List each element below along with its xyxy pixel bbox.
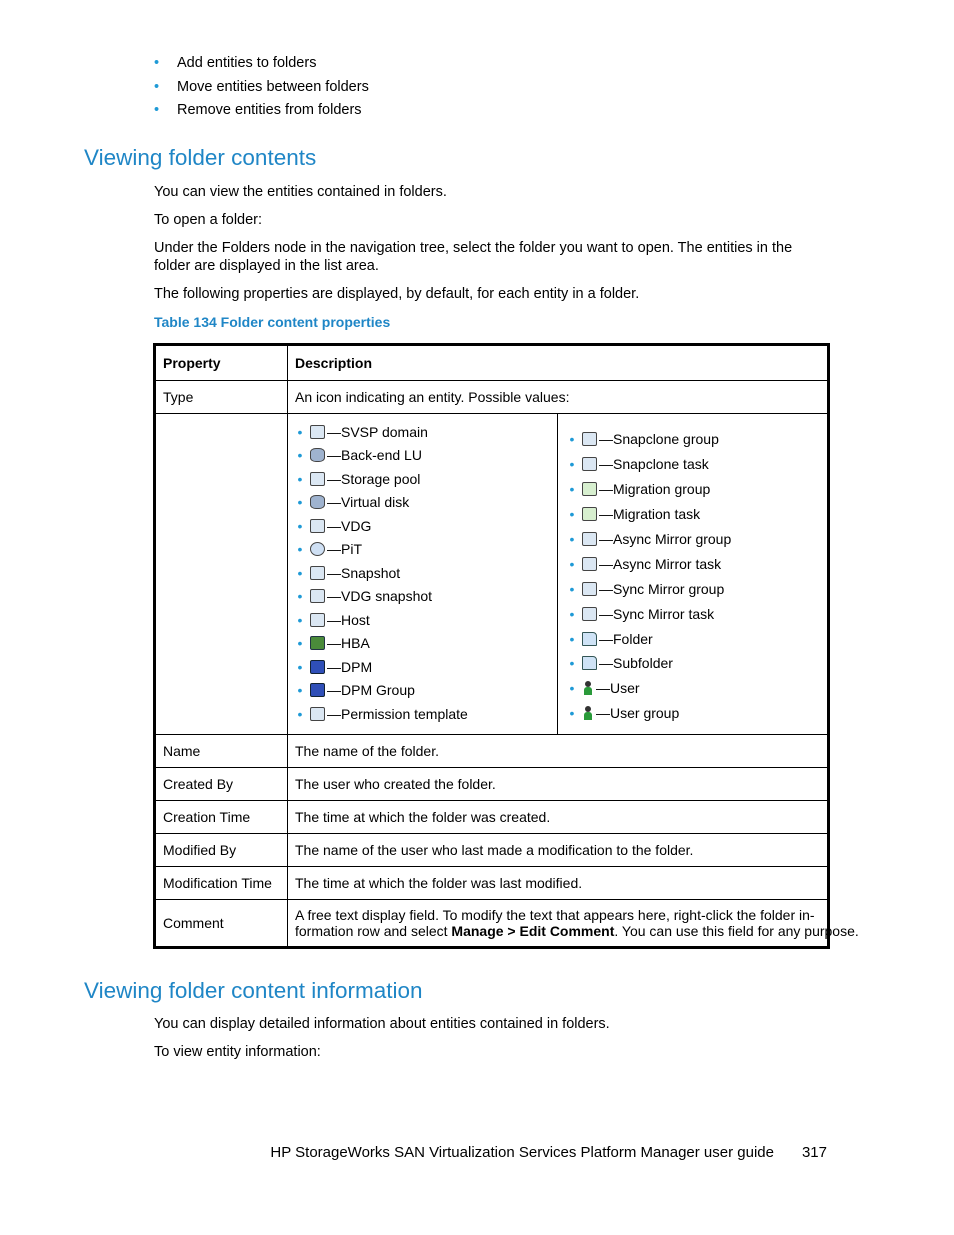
description-cell: The user who created the folder. <box>288 768 829 801</box>
bullet-icon: • <box>154 102 160 118</box>
list-item: • —Snapclone group <box>569 431 719 448</box>
async-mirror-task-icon <box>582 557 597 571</box>
property-cell: Type <box>155 381 288 414</box>
list-item: • —Migration group <box>569 481 711 498</box>
pit-icon <box>310 542 325 556</box>
list-item: • —Sync Mirror task <box>569 605 715 622</box>
subfolder-icon <box>582 656 597 670</box>
paragraph: Under the Folders node in the navigation tree, select the folder you want to open. The entities in the <box>154 240 793 256</box>
table-row-icons <box>155 414 829 735</box>
description-cell: The name of the folder. <box>288 735 829 768</box>
migration-group-icon <box>582 482 597 496</box>
storage-pool-icon <box>310 472 325 486</box>
description-cell: A free text display field. To modify the text that appears here, right-click the folder in- formation row and select Manage > Edit Comment. You can use this field for any purpose. <box>288 900 829 948</box>
property-cell: Comment <box>155 900 288 948</box>
list-item: • —Storage pool <box>297 470 421 487</box>
list-item: • —VDG snapshot <box>297 588 433 605</box>
list-item: • —Async Mirror group <box>569 531 732 547</box>
icon-list-left <box>288 414 558 734</box>
list-item: • —Virtual disk <box>297 494 410 511</box>
async-mirror-group-icon <box>582 532 597 546</box>
paragraph: You can display detailed information about entities contained in folders. <box>154 1016 610 1032</box>
property-cell: Name <box>155 735 288 768</box>
icon-values-cell <box>288 414 829 735</box>
list-item: • —Folder <box>569 630 653 647</box>
description-cell: The time at which the folder was last modified. <box>288 867 829 900</box>
user-icon <box>582 681 594 695</box>
menu-path-text: Manage > Edit Comment <box>451 923 615 939</box>
icon-list-right <box>558 414 827 734</box>
section-heading-viewing-folder-contents: Viewing folder contents <box>84 145 317 170</box>
table-row <box>155 900 829 948</box>
table-caption: Table 134 Folder content properties <box>154 314 391 330</box>
paragraph: To open a folder: <box>154 212 263 228</box>
list-item: • Add entities to folders <box>154 52 369 76</box>
hba-icon <box>310 636 325 650</box>
page-footer <box>270 1144 827 1161</box>
backend-lu-icon <box>310 448 325 462</box>
table-row <box>155 735 829 768</box>
list-item: • —User <box>569 680 640 697</box>
virtual-disk-icon <box>310 495 325 509</box>
paragraph: The following properties are displayed, by default, for each entity in a folder. <box>154 286 640 302</box>
section-heading-viewing-folder-content-information: Viewing folder content information <box>84 978 423 1003</box>
list-item: • —DPM <box>297 658 373 675</box>
table-row <box>155 768 829 801</box>
page-number: 317 <box>801 1144 827 1161</box>
list-item: • Move entities between folders <box>154 76 369 100</box>
sync-mirror-group-icon <box>582 582 597 596</box>
description-cell: The name of the user who last made a modification to the folder. <box>288 834 829 867</box>
list-item: • —Back-end LU <box>297 447 422 464</box>
paragraph: You can view the entities contained in folders. <box>154 184 447 200</box>
list-item: • —Snapclone task <box>569 456 709 473</box>
footer-title: HP StorageWorks SAN Virtualization Services Platform Manager user guide <box>270 1144 774 1161</box>
list-item: • —DPM Group <box>297 682 415 699</box>
svsp-domain-icon <box>310 425 325 439</box>
description-cell: The time at which the folder was created. <box>288 801 829 834</box>
list-item: • —Permission template <box>297 705 468 722</box>
vdg-snapshot-icon <box>310 589 325 603</box>
snapclone-task-icon <box>582 457 597 471</box>
host-icon <box>310 613 325 627</box>
table-row <box>155 801 829 834</box>
table-row <box>155 834 829 867</box>
property-cell: Modification Time <box>155 867 288 900</box>
list-item: • —PiT <box>297 541 362 558</box>
list-item: • —User group <box>569 705 680 722</box>
bullet-icon: • <box>154 55 160 71</box>
property-cell: Created By <box>155 768 288 801</box>
paragraph: folder are displayed in the list area. <box>154 258 379 274</box>
description-cell: An icon indicating an entity. Possible values: <box>288 381 829 414</box>
paragraph: To view entity information: <box>154 1044 321 1060</box>
table-header-row <box>155 345 829 381</box>
snapshot-icon <box>310 566 325 580</box>
user-group-icon <box>582 706 594 720</box>
dpm-group-icon <box>310 683 325 697</box>
bullet-icon: • <box>154 78 160 95</box>
dpm-icon <box>310 660 325 674</box>
vdg-icon <box>310 519 325 533</box>
permission-template-icon <box>310 707 325 721</box>
property-cell: Modified By <box>155 834 288 867</box>
property-cell: Creation Time <box>155 801 288 834</box>
sync-mirror-task-icon <box>582 607 597 621</box>
list-item: • —Subfolder <box>569 655 673 672</box>
list-item: • Remove entities from folders <box>154 99 369 123</box>
list-item: • —SVSP domain <box>297 423 428 440</box>
list-item: • —VDG <box>297 517 372 534</box>
table-row <box>155 381 829 414</box>
folder-icon <box>582 632 597 646</box>
migration-task-icon <box>582 507 597 521</box>
list-item: • —HBA <box>297 635 370 652</box>
property-cell-empty <box>155 414 288 735</box>
intro-bullet-list <box>154 52 369 123</box>
list-item: • —Host <box>297 611 370 628</box>
folder-content-properties-table <box>153 343 859 949</box>
header-description: Description <box>288 345 829 381</box>
list-item: • —Snapshot <box>297 564 401 581</box>
list-item: • —Migration task <box>569 506 701 523</box>
header-property: Property <box>155 345 288 381</box>
list-item: • —Async Mirror task <box>569 555 722 572</box>
list-item: • —Sync Mirror group <box>569 580 725 597</box>
table-row <box>155 867 829 900</box>
snapclone-group-icon <box>582 432 597 446</box>
